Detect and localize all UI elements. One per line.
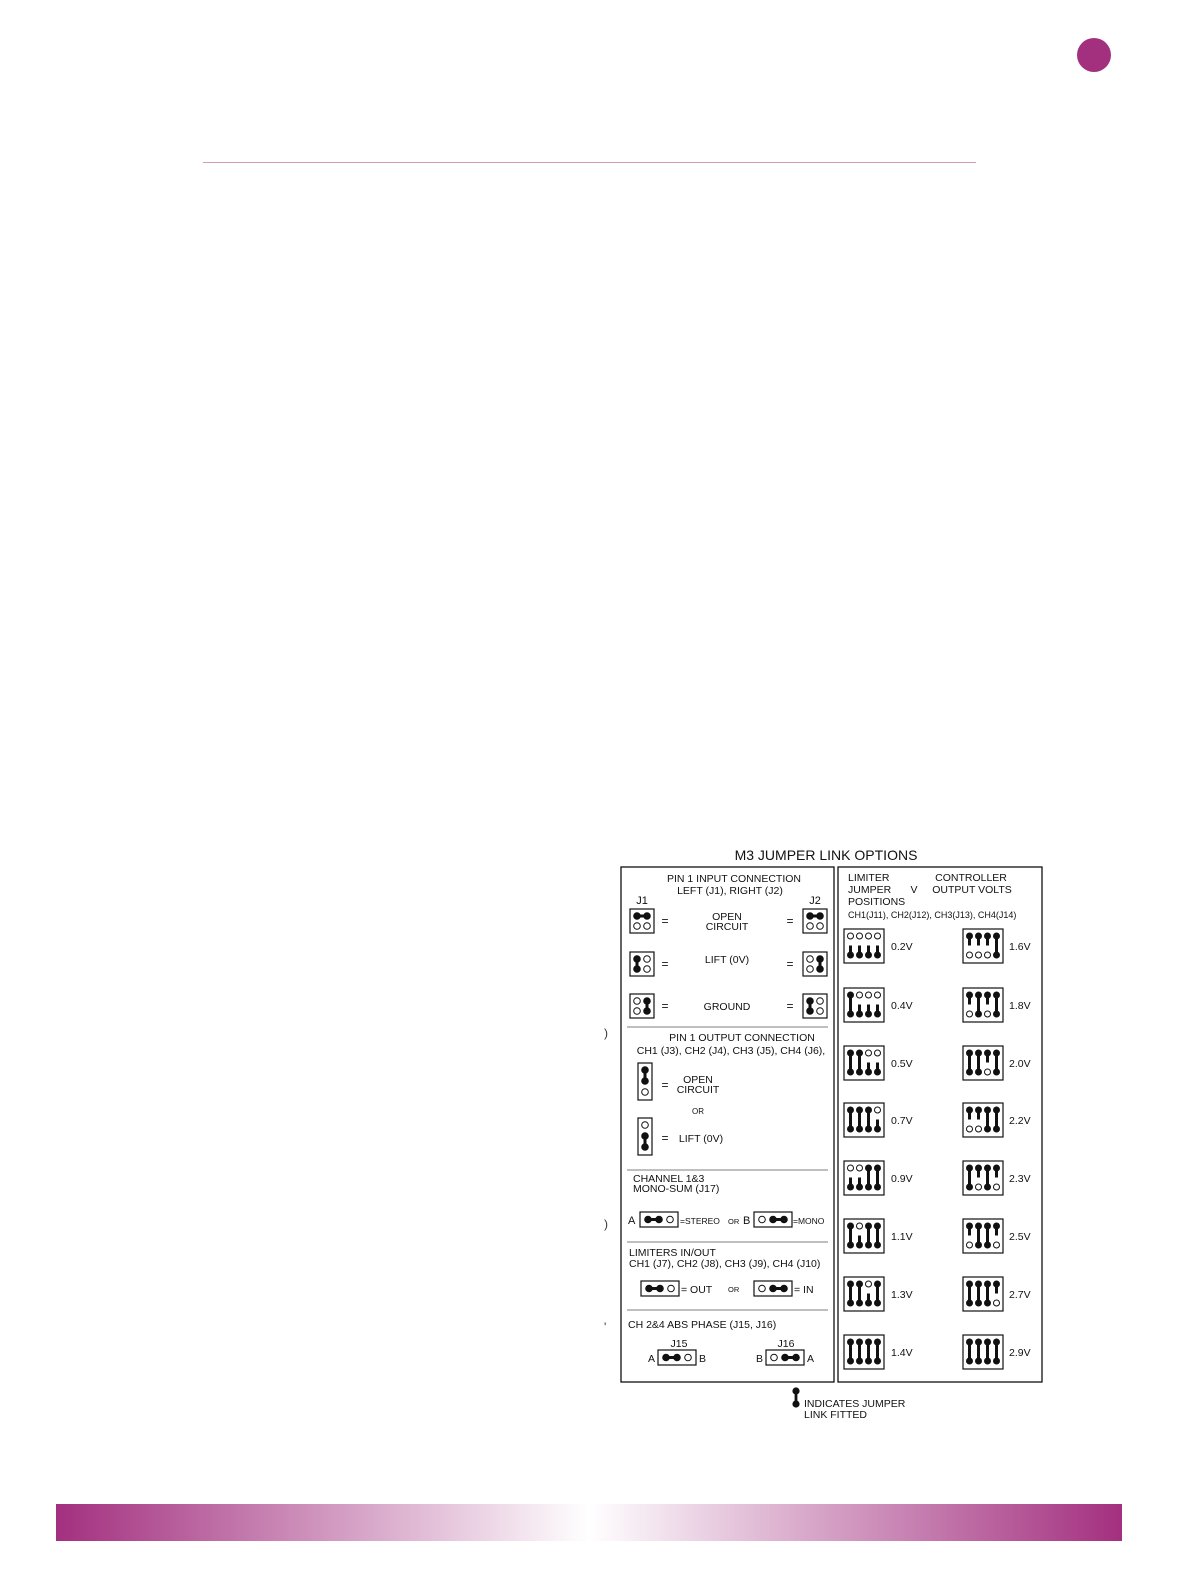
header-limiter: LIMITER: [848, 872, 890, 884]
equals-sign: =: [661, 1078, 669, 1092]
pin-fitted: [976, 1339, 982, 1345]
jumper-frame: [630, 909, 654, 933]
lift-label: LIFT (0V): [678, 1133, 724, 1145]
pin-fitted: [857, 1069, 863, 1075]
pin-fitted: [866, 952, 872, 958]
pin-open: [807, 923, 814, 930]
lift-label: LIFT (0V): [704, 954, 750, 966]
pin-fitted: [642, 1144, 649, 1151]
jumper-block: [754, 1212, 792, 1227]
jumper-block: [844, 1161, 884, 1195]
pin-fitted: [994, 1011, 1000, 1017]
jumper-block: [630, 952, 654, 976]
pin-fitted: [656, 1216, 663, 1223]
pin-fitted: [857, 1184, 863, 1190]
pin-open: [817, 998, 824, 1005]
jumper-block: [844, 1219, 884, 1253]
pin-fitted: [976, 1107, 982, 1113]
pin-open: [976, 952, 982, 958]
jumper-block: [844, 1277, 884, 1311]
pin-open: [875, 1107, 881, 1113]
abs-phase-title: CH 2&4 ABS PHASE (J15, J16): [628, 1319, 777, 1331]
pin-open: [644, 956, 651, 963]
pin-fitted: [857, 1242, 863, 1248]
pin-open: [807, 956, 814, 963]
pin-open: [642, 1122, 649, 1129]
pin-fitted: [994, 1069, 1000, 1075]
margin-mark: ): [604, 1217, 608, 1231]
pin-open: [866, 933, 872, 939]
pin-open: [668, 1285, 675, 1292]
pin-open: [759, 1285, 766, 1292]
pin-fitted: [976, 1069, 982, 1075]
pin-fitted: [642, 1078, 649, 1085]
pin-fitted: [857, 1126, 863, 1132]
pin-fitted: [994, 1223, 1000, 1229]
volt-label: 2.7V: [1009, 1289, 1031, 1301]
pin-fitted: [967, 1339, 973, 1345]
limiter-left-column: [844, 929, 913, 1369]
pin-fitted: [866, 1358, 872, 1364]
pin-open: [848, 933, 854, 939]
pin-fitted: [994, 992, 1000, 998]
pin-fitted: [857, 952, 863, 958]
pin-open: [667, 1216, 674, 1223]
jumper-frame: [630, 994, 654, 1018]
pin1-input-title: PIN 1 INPUT CONNECTION: [667, 873, 801, 885]
pin-fitted: [857, 1281, 863, 1287]
pin-fitted: [875, 1300, 881, 1306]
volt-label: 0.5V: [891, 1058, 913, 1070]
pin-fitted: [994, 1107, 1000, 1113]
or-label: OR: [728, 1217, 740, 1226]
volt-label: 2.9V: [1009, 1347, 1031, 1359]
pin-open: [875, 933, 881, 939]
jumper-block: [844, 1046, 884, 1080]
pin-fitted: [781, 1216, 788, 1223]
b-label: B: [699, 1353, 707, 1365]
b-label: B: [756, 1353, 764, 1365]
equals-sign: =: [786, 999, 794, 1013]
jumper-block: [963, 988, 1003, 1022]
pin-fitted: [857, 1011, 863, 1017]
pin-fitted: [994, 1281, 1000, 1287]
pin-fitted: [857, 1300, 863, 1306]
header-positions: POSITIONS: [848, 896, 906, 908]
pin-fitted: [985, 1050, 991, 1056]
pin-fitted: [645, 1216, 652, 1223]
volt-label: 2.3V: [1009, 1173, 1031, 1185]
pin-fitted: [967, 1165, 973, 1171]
a-label: A: [628, 1215, 636, 1227]
j2-label: J2: [809, 895, 821, 907]
pin-open: [976, 1184, 982, 1190]
open-label: OPEN: [712, 911, 742, 923]
pin-fitted: [875, 1126, 881, 1132]
pin-open: [985, 952, 991, 958]
pin-fitted: [866, 1184, 872, 1190]
pin-fitted: [967, 933, 973, 939]
jumper-block: [963, 1103, 1003, 1137]
jumper-block: [640, 1212, 678, 1227]
jumper-block: [844, 1335, 884, 1369]
jumper-block: [963, 1046, 1003, 1080]
mono-sum-subtitle: MONO-SUM (J17): [633, 1183, 720, 1195]
pin-fitted: [848, 952, 854, 958]
pin-open: [994, 1184, 1000, 1190]
pin1-input-section: [636, 873, 821, 1013]
pin-fitted: [857, 1050, 863, 1056]
volt-label: 1.3V: [891, 1289, 913, 1301]
pin-fitted: [848, 1358, 854, 1364]
output-jumper-blocks: [638, 1063, 652, 1155]
pin-open: [771, 1354, 778, 1361]
pin-open: [866, 1050, 872, 1056]
pin-fitted: [875, 1339, 881, 1345]
pin-fitted: [967, 1358, 973, 1364]
pin-open: [866, 1281, 872, 1287]
pin-fitted: [976, 1165, 982, 1171]
pin-fitted: [848, 1126, 854, 1132]
mono-sum-title: CHANNEL 1&3: [633, 1173, 705, 1185]
volt-label: 0.7V: [891, 1115, 913, 1127]
pin-fitted: [866, 1339, 872, 1345]
limiters-subtitle: CH1 (J7), CH2 (J8), CH3 (J9), CH4 (J10): [629, 1258, 821, 1270]
pin-open: [985, 1011, 991, 1017]
pin-fitted: [976, 933, 982, 939]
jumper-block: [803, 909, 827, 933]
pin-open: [634, 998, 641, 1005]
pin-fitted: [985, 1300, 991, 1306]
equals-sign: =: [786, 957, 794, 971]
pin-open: [817, 923, 824, 930]
pin-fitted: [985, 1358, 991, 1364]
pin-fitted: [866, 1011, 872, 1017]
pin-fitted: [985, 1281, 991, 1287]
pin-fitted: [657, 1285, 664, 1292]
pin-open: [644, 923, 651, 930]
jumper-frame: [803, 952, 827, 976]
pin-fitted: [985, 1339, 991, 1345]
or-label: OR: [728, 1285, 740, 1294]
pin-fitted: [985, 1223, 991, 1229]
volt-label: 1.4V: [891, 1347, 913, 1359]
circuit-label: CIRCUIT: [705, 921, 749, 933]
pin-fitted: [848, 1300, 854, 1306]
ground-label: GROUND: [703, 1001, 751, 1013]
pin-fitted: [976, 1300, 982, 1306]
pin-open: [644, 966, 651, 973]
volt-label: 0.4V: [891, 1000, 913, 1012]
pin-fitted: [848, 1242, 854, 1248]
pin-fitted: [634, 913, 641, 920]
jumper-block: [754, 1281, 792, 1296]
limiter-right-column: [963, 929, 1031, 1369]
channel-list: CH1(J11), CH2(J12), CH3(J13), CH4(J14): [848, 910, 1017, 920]
pin1-output-section: [637, 1032, 825, 1145]
pin-fitted: [817, 913, 824, 920]
mono-label: =MONO: [793, 1216, 825, 1226]
pin-fitted: [994, 1358, 1000, 1364]
pin-open: [685, 1354, 692, 1361]
pin-open: [634, 923, 641, 930]
pin-fitted: [793, 1354, 800, 1361]
pin-fitted: [848, 1069, 854, 1075]
volt-label: 2.5V: [1009, 1231, 1031, 1243]
pin-fitted: [807, 1008, 814, 1015]
pin-fitted: [976, 992, 982, 998]
equals-sign: =: [661, 1131, 669, 1145]
pin-open: [967, 1126, 973, 1132]
jumper-block: [803, 994, 827, 1018]
pin-open: [857, 992, 863, 998]
pin-open: [759, 1216, 766, 1223]
pin-fitted: [866, 1242, 872, 1248]
pin-open: [634, 1008, 641, 1015]
pin-open: [967, 1242, 973, 1248]
pin-fitted: [848, 1107, 854, 1113]
pin-fitted: [976, 1223, 982, 1229]
pin-fitted: [634, 956, 641, 963]
pin-fitted: [875, 1069, 881, 1075]
volt-label: 1.6V: [1009, 941, 1031, 953]
pin-open: [807, 966, 814, 973]
legend: [792, 1387, 905, 1421]
volt-label: 0.9V: [891, 1173, 913, 1185]
pin-fitted: [770, 1285, 777, 1292]
jumper-block: [638, 1063, 652, 1100]
left-panel-frame: [621, 867, 834, 1382]
jumper-block: [630, 994, 654, 1018]
legend-line1: INDICATES JUMPER: [804, 1398, 906, 1410]
margin-mark: ': [604, 1320, 607, 1334]
in-label: = IN: [794, 1284, 814, 1296]
pin-fitted: [985, 1165, 991, 1171]
jumper-frame: [803, 909, 827, 933]
pin-fitted: [994, 1126, 1000, 1132]
pin-fitted: [875, 1281, 881, 1287]
pin-fitted: [674, 1354, 681, 1361]
jumper-block: [963, 1219, 1003, 1253]
pin-fitted: [866, 1126, 872, 1132]
pin1-output-subtitle: CH1 (J3), CH2 (J4), CH3 (J5), CH4 (J6),: [636, 1045, 826, 1057]
pin-fitted: [994, 952, 1000, 958]
pin-fitted: [782, 1354, 789, 1361]
volt-label: 2.2V: [1009, 1115, 1031, 1127]
pin-fitted: [644, 913, 651, 920]
pin-fitted: [967, 1069, 973, 1075]
pin-fitted: [857, 1358, 863, 1364]
header-v: V: [910, 884, 918, 896]
pin1-output-title: PIN 1 OUTPUT CONNECTION: [669, 1032, 815, 1044]
j16-label: J16: [777, 1338, 795, 1350]
jumper-frame: [630, 952, 654, 976]
pin-fitted: [848, 1281, 854, 1287]
pin-open: [642, 1089, 649, 1096]
equals-sign: =: [661, 914, 669, 928]
pin-fitted: [642, 1133, 649, 1140]
pin-fitted: [985, 1184, 991, 1190]
pin-fitted: [967, 992, 973, 998]
pin-fitted: [875, 1242, 881, 1248]
pin-fitted: [985, 933, 991, 939]
header-jumper: JUMPER: [848, 884, 892, 896]
pin-fitted: [967, 1223, 973, 1229]
volt-label: 2.0V: [1009, 1058, 1031, 1070]
pin-open: [857, 1165, 863, 1171]
pin-fitted: [848, 1050, 854, 1056]
pin-fitted: [985, 1126, 991, 1132]
pin-fitted: [848, 1011, 854, 1017]
pin-fitted: [866, 1300, 872, 1306]
pin-fitted: [875, 1184, 881, 1190]
jumper-block: [963, 929, 1003, 963]
b-label: B: [743, 1215, 751, 1227]
j1-label: J1: [636, 895, 648, 907]
jumper-block: [844, 1103, 884, 1137]
jumper-block: [963, 1161, 1003, 1195]
pin-fitted: [967, 1300, 973, 1306]
pin-fitted: [985, 1107, 991, 1113]
pin-fitted: [817, 956, 824, 963]
pin-fitted: [994, 1339, 1000, 1345]
pin-open: [817, 1008, 824, 1015]
pin-fitted: [994, 1165, 1000, 1171]
pin-open: [848, 1165, 854, 1171]
jumper-frame: [803, 994, 827, 1018]
legend-line2: LINK FITTED: [804, 1409, 868, 1421]
pin-fitted: [866, 1107, 872, 1113]
j15-label: J15: [670, 1338, 688, 1350]
jumper-block: [641, 1281, 679, 1296]
pin-fitted: [848, 1339, 854, 1345]
pin-fitted: [646, 1285, 653, 1292]
pin-fitted: [848, 1184, 854, 1190]
pin-fitted: [976, 1050, 982, 1056]
pin-fitted: [967, 1184, 973, 1190]
jumper-block: [630, 909, 654, 933]
limiter-table-header: [848, 872, 1016, 920]
pin-open: [857, 1223, 863, 1229]
pin-fitted: [875, 952, 881, 958]
pin-fitted: [994, 1050, 1000, 1056]
a-label: A: [648, 1353, 656, 1365]
a-label: A: [807, 1353, 815, 1365]
pin-fitted: [866, 1069, 872, 1075]
header-controller: CONTROLLER: [935, 872, 1007, 884]
volt-label: 0.2V: [891, 941, 913, 953]
header-output-volts: OUTPUT VOLTS: [932, 884, 1012, 896]
jumper-block: [844, 929, 884, 963]
pin-open: [976, 1126, 982, 1132]
pin-fitted: [857, 1339, 863, 1345]
jumper-block: [766, 1350, 804, 1365]
pin-fitted: [848, 992, 854, 998]
pin-open: [967, 1011, 973, 1017]
out-label: = OUT: [681, 1284, 713, 1296]
pin-fitted: [663, 1354, 670, 1361]
pin-fitted: [875, 1165, 881, 1171]
circuit-label: CIRCUIT: [676, 1084, 720, 1096]
diagram-title: M3 JUMPER LINK OPTIONS: [734, 847, 918, 863]
pin-fitted: [985, 992, 991, 998]
jumper-block: [844, 988, 884, 1022]
pin-fitted: [967, 1281, 973, 1287]
open-label: OPEN: [683, 1074, 713, 1086]
pin-fitted: [875, 1358, 881, 1364]
pin-fitted: [634, 966, 641, 973]
pin-fitted: [976, 1011, 982, 1017]
pin1-input-subtitle: LEFT (J1), RIGHT (J2): [677, 885, 783, 897]
jumper-block: [803, 952, 827, 976]
pin-fitted: [976, 1358, 982, 1364]
pin-fitted: [644, 998, 651, 1005]
pin-fitted: [967, 1107, 973, 1113]
pin-fitted: [875, 1011, 881, 1017]
pin-open: [875, 992, 881, 998]
jumper-block: [638, 1118, 652, 1155]
stereo-label: =STEREO: [680, 1216, 720, 1226]
pin-open: [875, 1050, 881, 1056]
pin-fitted: [976, 1242, 982, 1248]
pin-fitted: [866, 1165, 872, 1171]
pin-fitted: [875, 1223, 881, 1229]
pin-fitted: [857, 1107, 863, 1113]
limiters-title: LIMITERS IN/OUT: [629, 1247, 716, 1259]
pin-fitted: [985, 1242, 991, 1248]
pin-fitted: [967, 1050, 973, 1056]
pin-fitted: [781, 1285, 788, 1292]
jumper-block: [658, 1350, 696, 1365]
pin-fitted: [994, 933, 1000, 939]
pin-fitted: [976, 1281, 982, 1287]
pin-open: [857, 933, 863, 939]
pin-fitted: [770, 1216, 777, 1223]
pin-fitted: [866, 1223, 872, 1229]
pin-open: [985, 1069, 991, 1075]
jumper-block: [963, 1335, 1003, 1369]
volt-label: 1.1V: [891, 1231, 913, 1243]
pin-fitted: [817, 966, 824, 973]
pin-fitted: [807, 913, 814, 920]
equals-sign: =: [786, 914, 794, 928]
equals-sign: =: [661, 957, 669, 971]
pin-open: [967, 952, 973, 958]
volt-label: 1.8V: [1009, 1000, 1031, 1012]
jumper-block: [963, 1277, 1003, 1311]
pin-open: [994, 1242, 1000, 1248]
pin-open: [994, 1300, 1000, 1306]
pin-fitted: [644, 1008, 651, 1015]
pin-fitted: [807, 998, 814, 1005]
or-label: OR: [692, 1107, 704, 1116]
equals-sign: =: [661, 999, 669, 1013]
pin-fitted: [848, 1223, 854, 1229]
margin-mark: ): [604, 1026, 608, 1040]
pin-fitted: [642, 1067, 649, 1074]
pin-open: [866, 992, 872, 998]
